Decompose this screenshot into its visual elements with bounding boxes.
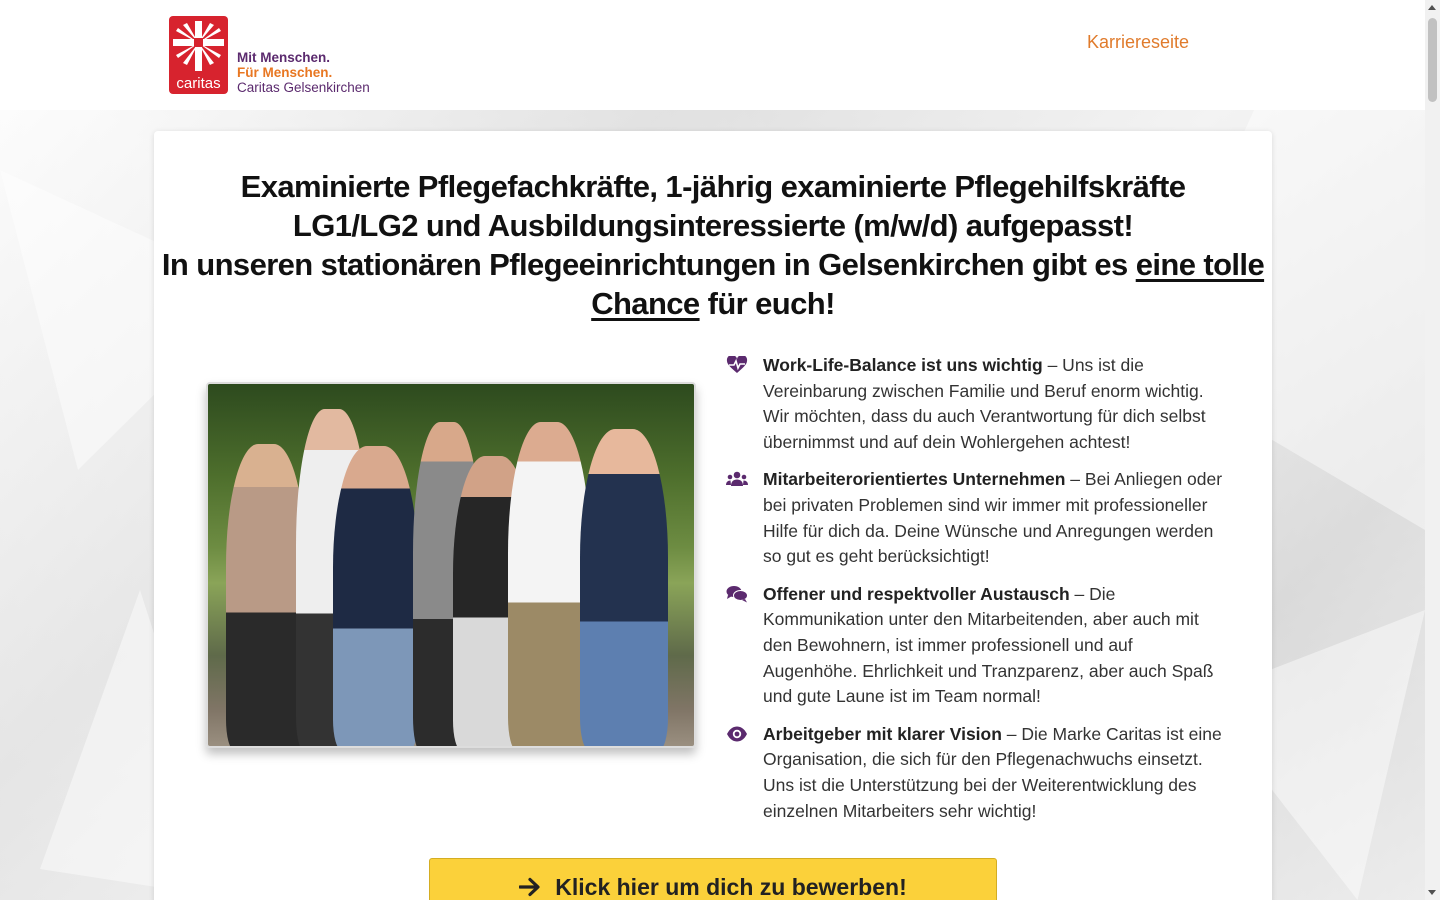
feature-item-austausch	[726, 582, 1226, 710]
scrollbar-thumb[interactable]	[1428, 18, 1437, 102]
subline-pre: In unseren stationären Pflegeeinrichtungen in Gelsenkirchen gibt es	[161, 247, 1136, 282]
feature-title: Mitarbeiterorientiertes Unternehmen	[763, 469, 1066, 490]
scroll-up-icon[interactable]	[1428, 5, 1436, 10]
caritas-logo[interactable]	[169, 16, 228, 94]
feature-list	[726, 353, 1226, 836]
subline-post: für euch!	[699, 286, 835, 321]
apply-button-label: Klick hier um dich zu bewerben!	[555, 874, 907, 900]
feature-item-mitarbeiterorientiert	[726, 467, 1226, 569]
nav-link-karriereseite[interactable]: Karriereseite	[1087, 32, 1190, 52]
site-header	[0, 0, 1425, 110]
page-scrollbar[interactable]	[1425, 0, 1440, 900]
feature-title: Work-Life-Balance ist uns wichtig	[763, 355, 1043, 375]
feature-item-work-life-balance	[726, 353, 1226, 455]
caritas-cross-icon	[173, 19, 224, 75]
users-icon	[726, 470, 748, 488]
tagline-line-1: Mit Menschen.	[237, 50, 331, 65]
feature-description: – Uns ist die Vereinbarung zwischen Familie und Beruf enorm wichtig. Wir möchten, dass du auch Verantwortung für dich selbst übernimmst und auf dein Wohlergehen achtest!	[763, 355, 1206, 452]
feature-text	[763, 467, 1226, 569]
feature-title: Offener und respektvoller Austausch	[763, 583, 1070, 604]
feature-description: – Die Marke Caritas ist eine Organisation, die sich für den Pflegenachwuchs einsetzt. Uns ist die Unterstützung bei der Weiterentwicklung des einzelnen Mitarbeiters sehr wichtig!	[763, 723, 1222, 821]
feature-title: Arbeitgeber mit klarer Vision	[763, 723, 1002, 744]
logo-wordmark: caritas	[176, 75, 221, 92]
subline-highlight: eine tolle Chance	[591, 247, 1265, 321]
logo-tagline	[237, 50, 370, 95]
team-photo	[206, 382, 696, 748]
headline-subline	[154, 245, 1272, 323]
apply-button[interactable]	[429, 858, 997, 900]
heartbeat-icon	[726, 356, 748, 374]
headline-bold-line-1: Examinierte Pflegefachkräfte, 1-jährig examinierte Pflegehilfskräfte	[240, 169, 1186, 204]
feature-text	[763, 353, 1226, 455]
feature-text	[763, 722, 1226, 824]
content-card	[154, 131, 1272, 900]
page-headline	[154, 167, 1272, 323]
arrow-right-icon	[519, 877, 541, 897]
feature-item-vision	[726, 722, 1226, 824]
feature-description: – Die Kommunikation unter den Mitarbeitenden, aber auch mit den Bewohnern, ist immer professionell und auf Augenhöhe. Ehrlichkeit und Tranzparenz, aber auch Spaß und gute Laune ist im Team normal!	[763, 583, 1214, 707]
feature-text	[763, 582, 1226, 710]
scroll-down-icon[interactable]	[1428, 890, 1436, 895]
eye-icon	[726, 725, 748, 743]
tagline-line-3: Caritas Gelsenkirchen	[237, 80, 370, 95]
feature-description: – Bei Anliegen oder bei privaten Problemen sind wir immer mit professioneller Hilfe für dich da. Deine Wünsche und Anregungen werden so gut es geht berücksichtigt!	[763, 469, 1223, 567]
comments-icon	[726, 585, 748, 603]
tagline-line-2: Für Menschen.	[237, 65, 333, 80]
headline-bold-line-2: LG1/LG2 und Ausbildungsinteressierte (m/w/d) aufgepasst!	[292, 208, 1134, 243]
